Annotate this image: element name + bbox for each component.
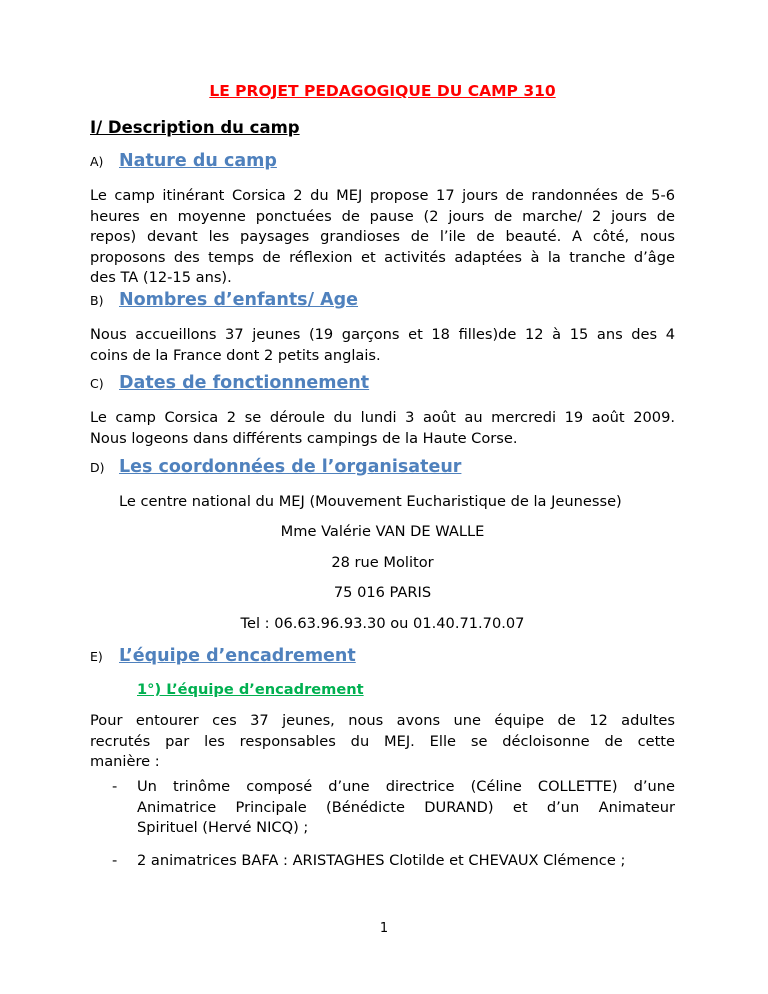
text-line: Spirituel (Hervé NICQ) ; — [137, 819, 309, 836]
list-item-text — [137, 851, 675, 872]
subsection-heading-equipe — [90, 646, 356, 666]
subsection-title: Dates de fonctionnement — [119, 373, 370, 393]
subsection-heading-enfants — [90, 290, 358, 310]
text-line: Le camp Corsica 2 se déroule du lundi 3 août au mercredi 19 août 2009. — [90, 409, 675, 426]
text-line: Le camp itinérant Corsica 2 du MEJ propose 17 jours de randonnées de 5-6 — [90, 187, 675, 204]
text-line: proposons des temps de réflexion et activités adaptées à la tranche d’âge — [90, 248, 675, 266]
text-line: coins de la France dont 2 petits anglais. — [90, 346, 381, 364]
paragraph-equipe — [90, 711, 675, 773]
organisateur-contact: Mme Valérie VAN DE WALLE — [280, 523, 485, 540]
text-line: 2 animatrices BAFA : ARISTAGHES Clotilde et CHEVAUX Clémence ; — [137, 852, 626, 869]
text-line: Nous logeons dans différents campings de la Haute Corse. — [90, 429, 518, 447]
document-title: LE PROJET PEDAGOGIQUE DU CAMP 310 — [209, 82, 556, 100]
list-item-text — [137, 777, 675, 839]
sub-heading-equipe: 1°) L’équipe d’encadrement — [137, 681, 364, 698]
subsection-title: L’équipe d’encadrement — [119, 646, 356, 666]
organisateur-phone: Tel : 06.63.96.93.30 ou 01.40.71.70.07 — [240, 615, 525, 632]
page-number: 1 — [379, 921, 389, 936]
text-line: heures en moyenne ponctuées de pause (2 jours de marche/ 2 jours de — [90, 207, 675, 225]
subsection-title: Nature du camp — [119, 151, 277, 171]
subsection-number: C) — [90, 376, 104, 391]
text-line: des TA (12-15 ans). — [90, 269, 232, 286]
subsection-title: Les coordonnées de l’organisateur — [119, 457, 462, 477]
subsection-number: B) — [90, 293, 104, 308]
organisateur-city: 75 016 PARIS — [333, 584, 432, 601]
text-line: Nous accueillons 37 jeunes (19 garçons et 18 filles)de 12 à 15 ans des 4 — [90, 326, 675, 343]
paragraph-enfants — [90, 325, 675, 366]
section-heading-description: I/ Description du camp — [90, 118, 300, 137]
text-line: repos) devant les paysages grandioses de l’ile de beauté. A côté, nous — [90, 228, 675, 245]
subsection-number: A) — [90, 154, 104, 169]
text-line: Animatrice Principale (Bénédicte DURAND) et d’un Animateur — [137, 798, 675, 816]
paragraph-nature — [90, 186, 675, 289]
text-line: manière : — [90, 753, 160, 770]
subsection-title: Nombres d’enfants/ Age — [119, 290, 359, 310]
subsection-number: D) — [90, 460, 105, 475]
text-line: recrutés par les responsables du MEJ. Elle se décloisonne de cette — [90, 732, 675, 750]
paragraph-dates — [90, 408, 675, 449]
subsection-heading-organisateur — [90, 457, 461, 477]
subsection-heading-dates — [90, 373, 369, 393]
organisateur-street: 28 rue Molitor — [331, 554, 434, 571]
text-line: Un trinôme composé d’une directrice (Céline COLLETTE) d’une — [137, 778, 675, 795]
subsection-number: E) — [90, 649, 103, 664]
dash-bullet: - — [112, 852, 118, 869]
dash-bullet: - — [112, 778, 118, 795]
text-line: Pour entourer ces 37 jeunes, nous avons une équipe de 12 adultes — [90, 712, 675, 729]
organisateur-intro: Le centre national du MEJ (Mouvement Eucharistique de la Jeunesse) — [119, 493, 622, 510]
subsection-heading-nature — [90, 151, 277, 171]
